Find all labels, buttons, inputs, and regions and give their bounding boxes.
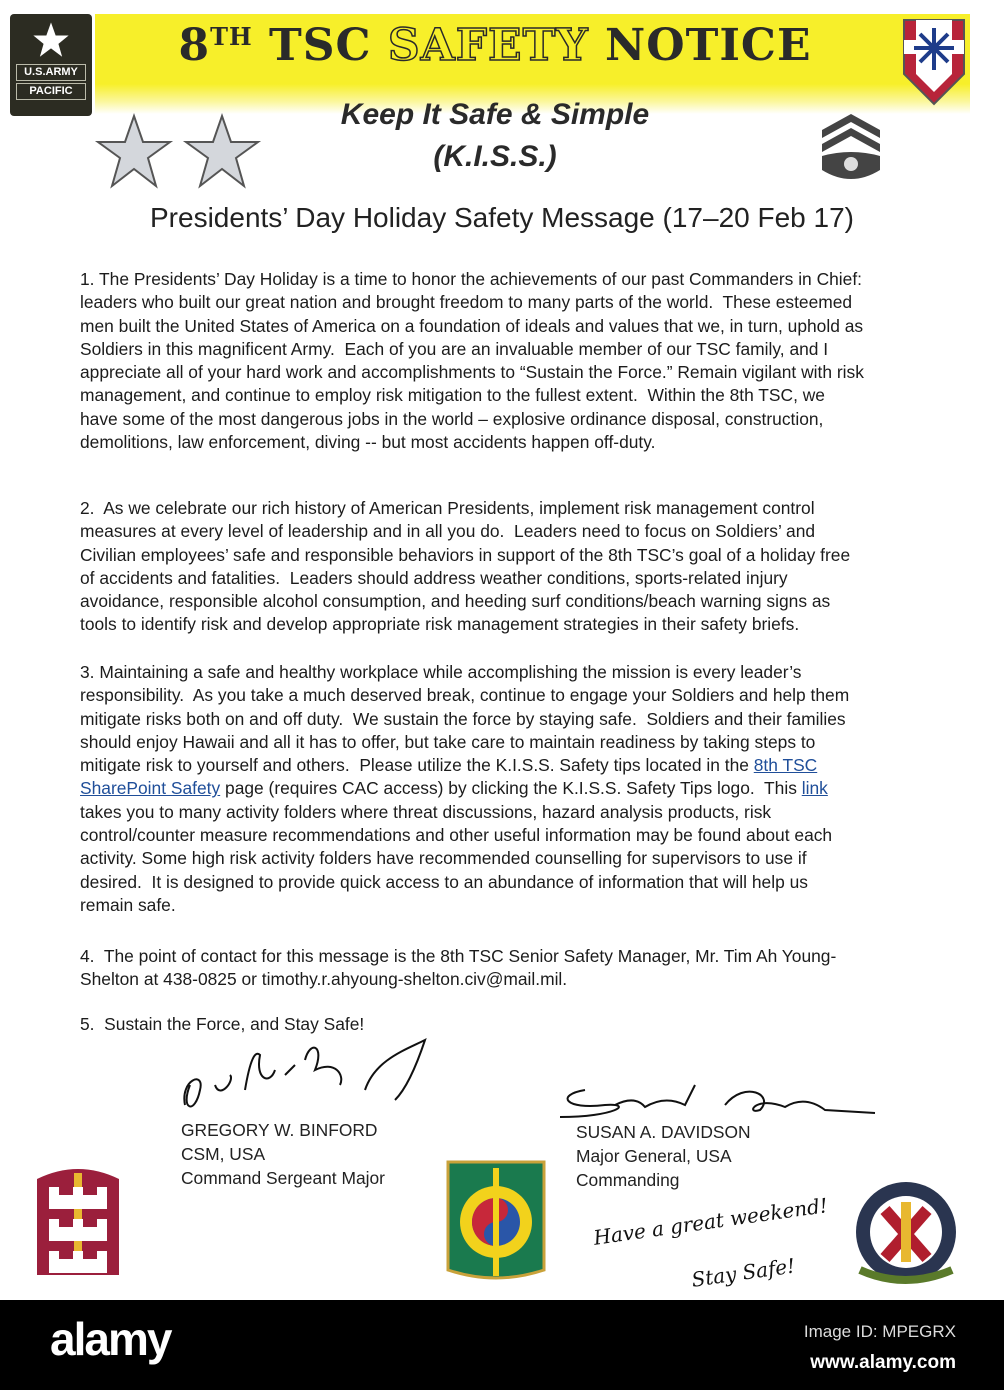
text-line [80, 613, 850, 636]
text-line [80, 708, 849, 731]
alamy-logo: alamy [50, 1313, 171, 1365]
text-segment: Civilian employees’ safe and responsible behaviors in support of the 8th TSC’s goal of a holiday free [80, 544, 851, 565]
kiss-slogan: Keep It Safe & Simple [340, 98, 650, 131]
binford-signature [175, 1030, 435, 1118]
text-segment: should enjoy Hawaii and all it has to offer, but take care to maintain readiness by taking steps to [80, 731, 816, 752]
text-segment: page (requires CAC access) by clicking the K.I.S.S. Safety Tips logo. This [220, 778, 802, 799]
text-line [80, 431, 864, 454]
text-segment: leaders who built our great nation and brought freedom to many parts of the world. These esteemed [80, 292, 853, 313]
right-signatory-rank: Major General, USA [576, 1146, 732, 1166]
army-star-icon [29, 18, 73, 62]
watermark-footer [0, 1300, 1004, 1390]
text-segment: demolitions, law enforcement, diving -- but most accidents happen off-duty. [80, 432, 656, 453]
text-segment: 2. As we celebrate our rich history of American Presidents, implement risk management control [80, 498, 815, 518]
title-superscript: TH [210, 22, 253, 51]
text-segment: management, and continue to employ risk mitigation to the fullest extent. Within the 8th TSC, we [80, 385, 825, 406]
text-segment: 4. The point of contact for this message is the 8th TSC Senior Safety Manager, Mr. Tim Ah Young- [80, 946, 837, 966]
text-line [80, 754, 849, 777]
text-segment: activity. Some high risk activity folders have recommended counselling for supervisors to use if [80, 848, 807, 869]
text-line [80, 590, 850, 613]
title-number: 8 [178, 20, 211, 71]
text-line [80, 544, 850, 567]
army-logo-line2: PACIFIC [16, 83, 86, 100]
text-line [80, 945, 836, 968]
text-line [80, 384, 864, 407]
text-line [80, 268, 864, 291]
text-segment: men built the United States of America on a foundation of ideals and values that we, in turn, uphold as [80, 315, 864, 336]
handwritten-note: Have a great weekend! [592, 1193, 830, 1250]
left-signatory-name: GREGORY W. BINFORD [181, 1120, 378, 1140]
right-signatory [576, 1120, 751, 1192]
8th-military-police-patch-icon [446, 1160, 546, 1284]
text-segment: appreciate all of your hard work and accomplishments to “Sustain the Force.” Remain vigilant with risk [80, 362, 864, 383]
text-segment: desired. It is designed to provide quick access to an abundance of information that will help us [80, 871, 808, 892]
paragraph-1 [80, 268, 864, 454]
text-line [80, 361, 864, 384]
army-logo-line1: U.S.ARMY [16, 64, 86, 81]
paragraph-3 [80, 661, 849, 917]
title-safety: SAFETY [387, 20, 589, 71]
text-line [80, 894, 849, 917]
text-line [80, 567, 850, 590]
paragraph-4 [80, 945, 836, 992]
title-tsc: TSC [269, 20, 372, 71]
handwritten-note-2: Stay Safe! [690, 1253, 797, 1292]
sharepoint-safety-link[interactable]: SharePoint Safety [80, 778, 221, 799]
text-line [80, 408, 864, 431]
text-line [80, 871, 849, 894]
text-segment: mitigate risks both on and off duty. We sustain the force by staying safe. Soldiers and their families [80, 708, 846, 729]
title-notice: NOTICE [605, 20, 812, 71]
text-line [80, 824, 849, 847]
text-line [80, 684, 849, 707]
right-signatory-title: Commanding [576, 1170, 680, 1190]
text-segment: 3. Maintaining a safe and healthy workplace while accomplishing the mission is every leader’s [80, 662, 802, 682]
text-segment: remain safe. [80, 894, 176, 915]
text-segment: Shelton at 438-0825 or timothy.r.ahyoung-shelton.civ@mail.mil. [80, 969, 568, 990]
text-line [80, 968, 836, 991]
message-title: Presidents’ Day Holiday Safety Message (17–20 Feb 17) [150, 202, 854, 233]
text-segment: control/counter measure recommendations and other useful information may be found about each [80, 825, 833, 846]
engineer-patch-icon [35, 1165, 121, 1277]
text-segment: Soldiers in this magnificent Army. Each of you are an invaluable member of our TSC family, and I [80, 338, 829, 359]
text-line [80, 777, 849, 800]
notice-title [100, 20, 890, 71]
us-army-pacific-logo [10, 14, 92, 116]
text-line [80, 291, 864, 314]
csm-rank-insignia-icon [820, 112, 882, 186]
text-line [80, 661, 849, 684]
sharepoint-safety-link[interactable]: link [801, 778, 828, 799]
text-segment: 5. Sustain the Force, and Stay Safe! [80, 1014, 365, 1034]
text-line [80, 731, 849, 754]
image-id: Image ID: MPEGRX [803, 1322, 956, 1341]
sharepoint-safety-link[interactable]: 8th TSC [753, 755, 818, 776]
text-segment: responsibility. As you take a much deserved break, continue to engage your Soldiers and help them [80, 685, 850, 706]
paragraph-2 [80, 497, 850, 637]
left-signatory [181, 1118, 385, 1190]
text-segment: measures at every level of leadership and in all you do. Leaders need to focus on Soldiers’ and [80, 521, 816, 542]
text-segment: of accidents and fatalities. Leaders should address weather conditions, sports-related injury [80, 567, 788, 588]
text-line [80, 338, 864, 361]
text-segment: avoidance, responsible alcohol consumption, and heeding surf conditions/beach warning signs as [80, 591, 831, 612]
text-line [80, 801, 849, 824]
8th-tsc-shield-icon [902, 18, 966, 106]
text-line [80, 315, 864, 338]
text-line [80, 497, 850, 520]
text-segment: have some of the most dangerous jobs in the world – explosive ordinance disposal, construction, [80, 408, 824, 429]
text-segment: takes you to many activity folders where threat discussions, hazard analysis products, risk [80, 801, 772, 822]
left-signatory-title: Command Sergeant Major [181, 1168, 385, 1188]
kiss-acronym: (K.I.S.S.) [433, 140, 557, 173]
text-segment: 1. The Presidents’ Day Holiday is a time to honor the achievements of our past Commanders in Chief: [80, 269, 862, 289]
davidson-signature [555, 1075, 885, 1120]
sustain-the-force-seal-icon [845, 1180, 967, 1286]
text-line [80, 520, 850, 543]
major-general-stars-icon [92, 112, 272, 192]
left-signatory-rank: CSM, USA [181, 1144, 266, 1164]
right-signatory-name: SUSAN A. DAVIDSON [576, 1122, 751, 1142]
alamy-url[interactable]: www.alamy.com [810, 1352, 956, 1373]
text-line [80, 847, 849, 870]
text-segment: tools to identify risk and develop appropriate risk management strategies in their safety briefs. [80, 614, 800, 635]
text-segment: mitigate risk to yourself and others. Please utilize the K.I.S.S. Safety tips located in the [80, 755, 754, 776]
